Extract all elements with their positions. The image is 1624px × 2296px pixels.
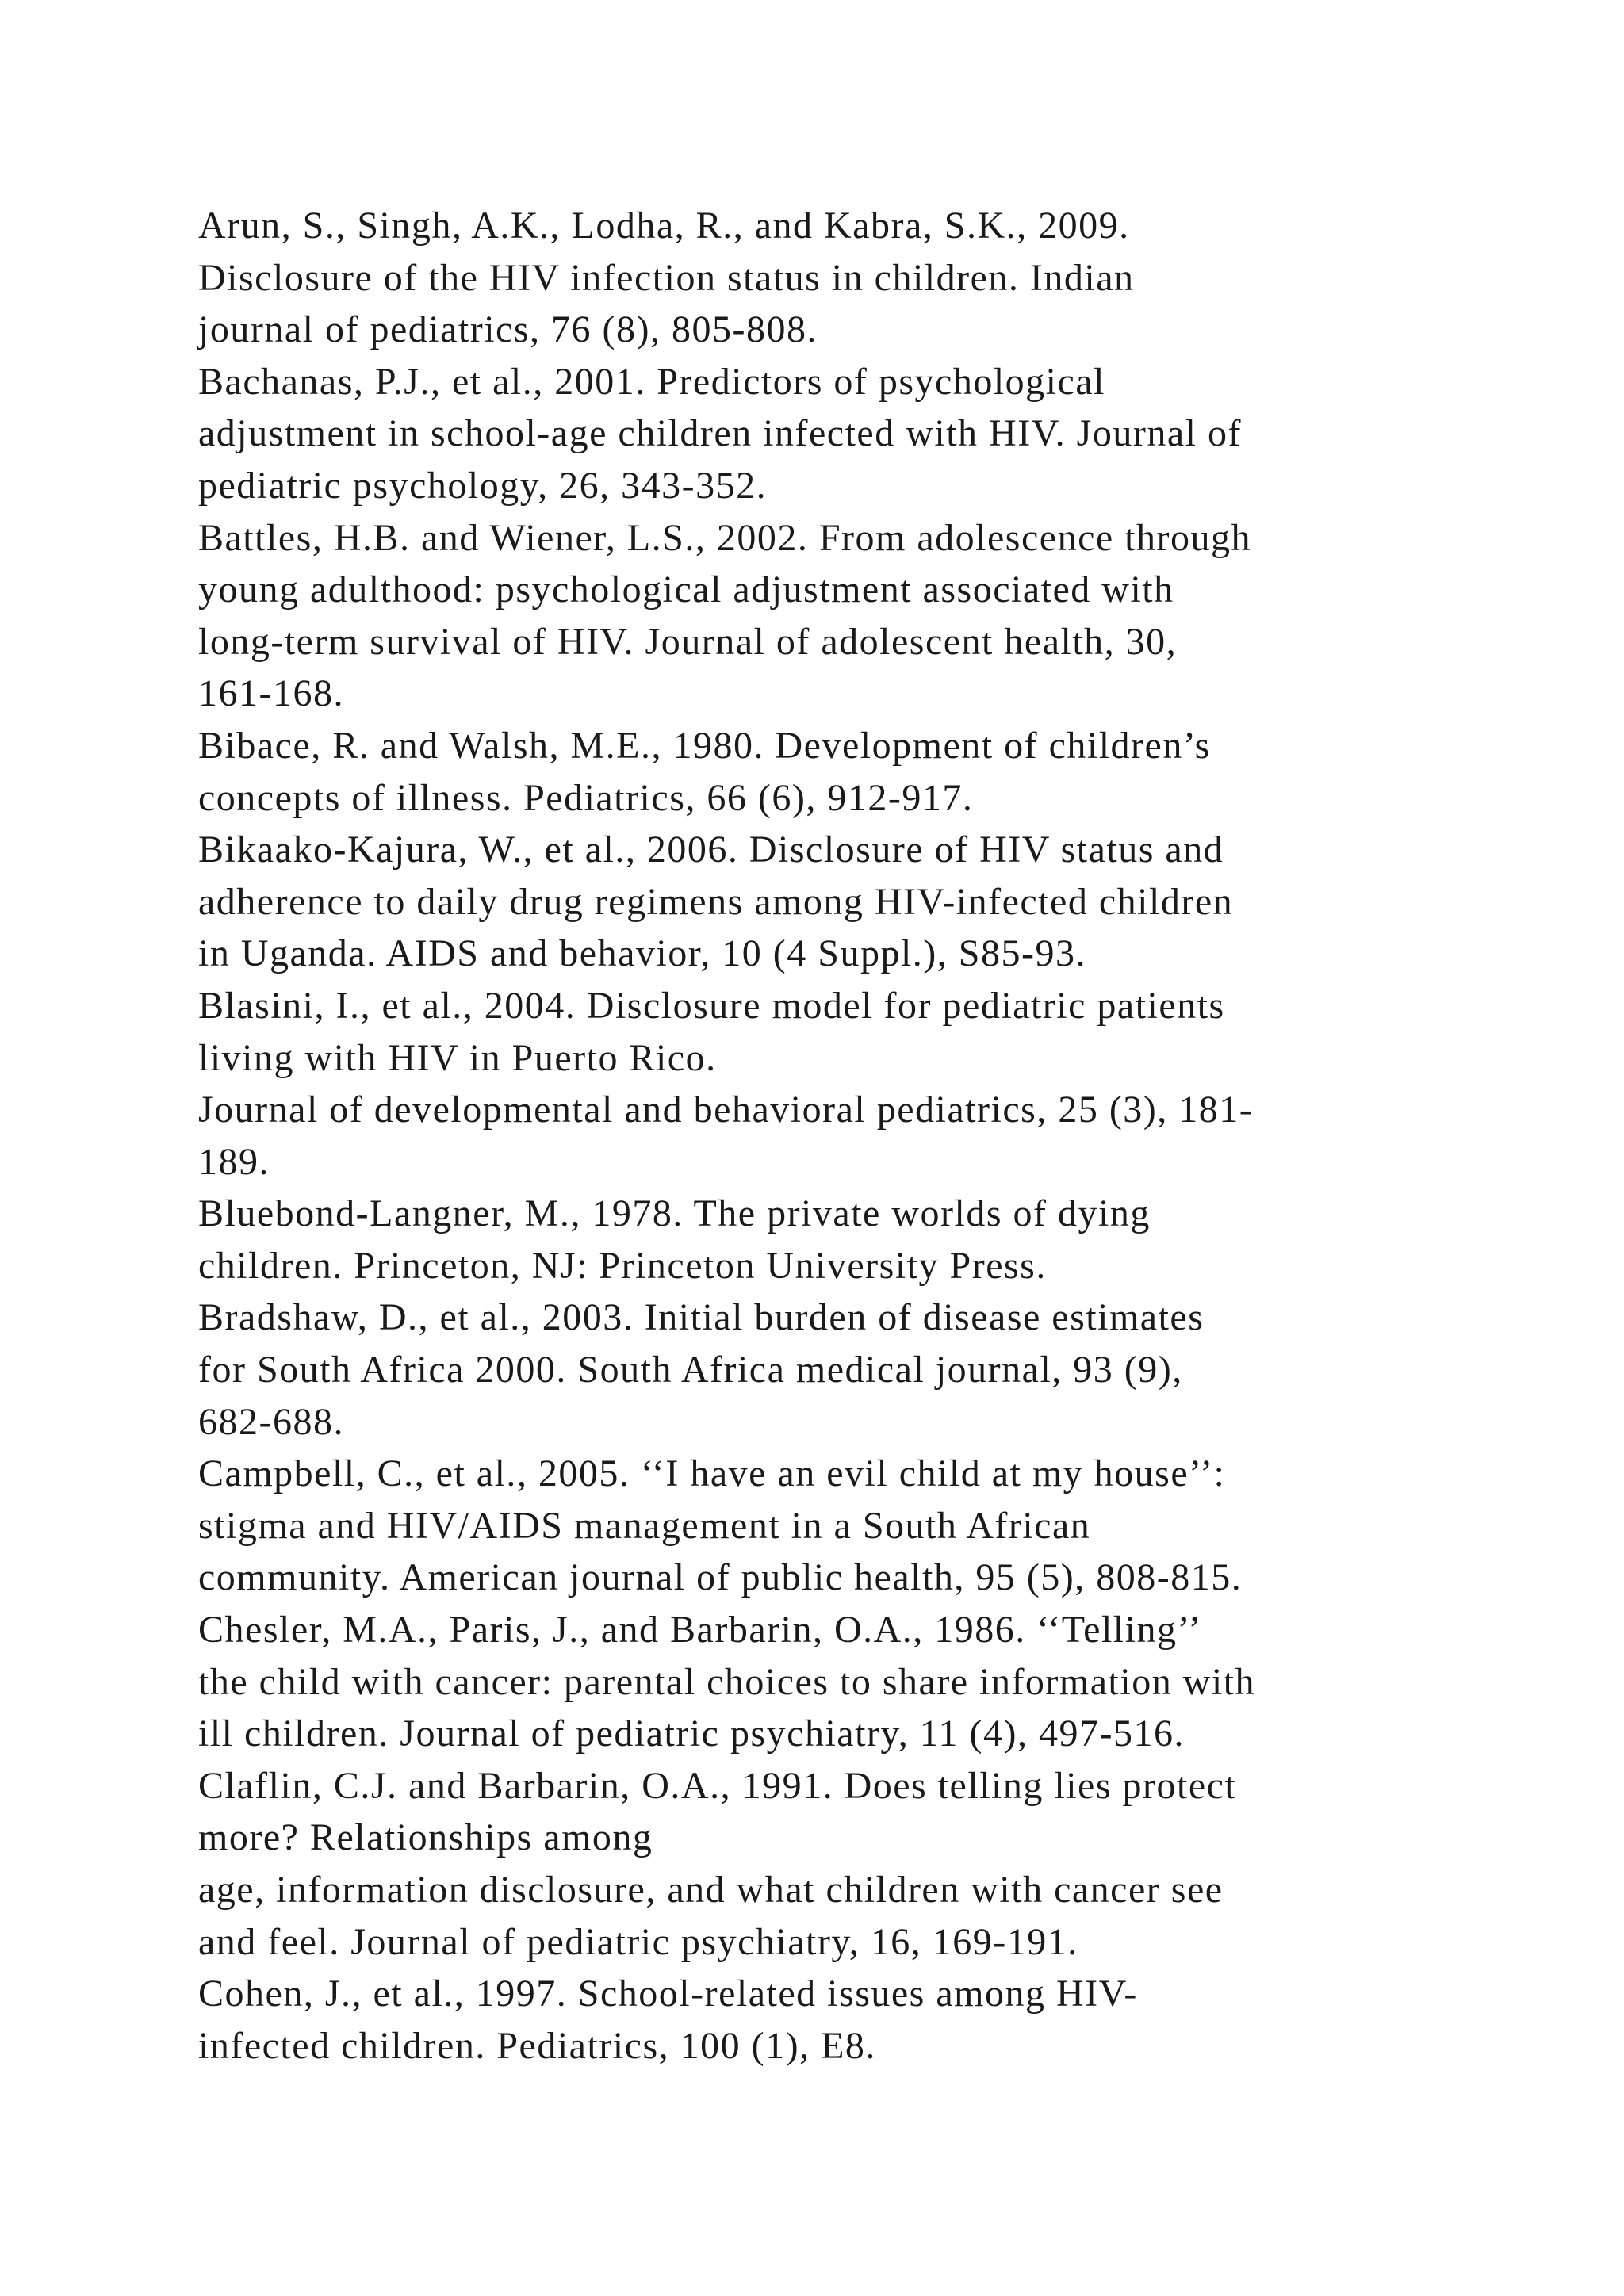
reference-line: Campbell, C., et al., 2005. ‘‘I have an evil child at my house’’: bbox=[198, 1452, 1226, 1495]
reference-line: young adulthood: psychological adjustment associated with bbox=[198, 568, 1174, 611]
reference-line: Journal of developmental and behavioral pediatrics, 25 (3), 181- bbox=[198, 1089, 1254, 1131]
reference-line: more? Relationships among bbox=[198, 1816, 653, 1859]
reference-line: and feel. Journal of pediatric psychiatry, 16, 169-191. bbox=[198, 1920, 1078, 1963]
reference-line: Cohen, J., et al., 1997. School-related issues among HIV- bbox=[198, 1973, 1138, 2015]
reference-line: Bachanas, P.J., et al., 2001. Predictors of psychological bbox=[198, 360, 1105, 403]
reference-line: Arun, S., Singh, A.K., Lodha, R., and Kabra, S.K., 2009. bbox=[198, 205, 1130, 247]
reference-line: living with HIV in Puerto Rico. bbox=[198, 1036, 717, 1079]
reference-line: age, information disclosure, and what children with cancer see bbox=[198, 1869, 1224, 1911]
reference-line: concepts of illness. Pediatrics, 66 (6), 912-917. bbox=[198, 776, 974, 819]
reference-line: Bradshaw, D., et al., 2003. Initial burden of disease estimates bbox=[198, 1296, 1205, 1339]
reference-line: 682-688. bbox=[198, 1400, 344, 1443]
reference-line: in Uganda. AIDS and behavior, 10 (4 Suppl.), S85-93. bbox=[198, 932, 1086, 975]
reference-line: Bibace, R. and Walsh, M.E., 1980. Development of children’s bbox=[198, 724, 1211, 767]
reference-line: adherence to daily drug regimens among HIV-infected children bbox=[198, 880, 1234, 923]
reference-line: journal of pediatrics, 76 (8), 805-808. bbox=[198, 308, 818, 351]
reference-line: stigma and HIV/AIDS management in a South African bbox=[198, 1504, 1091, 1547]
reference-line: the child with cancer: parental choices to share information with bbox=[198, 1660, 1256, 1703]
reference-line: infected children. Pediatrics, 100 (1), E8. bbox=[198, 2024, 876, 2067]
reference-line: community. American journal of public health, 95 (5), 808-815. bbox=[198, 1556, 1243, 1599]
reference-line: children. Princeton, NJ: Princeton University Press. bbox=[198, 1244, 1047, 1287]
reference-line: pediatric psychology, 26, 343-352. bbox=[198, 464, 768, 507]
reference-line: ill children. Journal of pediatric psychiatry, 11 (4), 497-516. bbox=[198, 1712, 1185, 1755]
reference-line: 161-168. bbox=[198, 672, 344, 715]
reference-line: Claflin, C.J. and Barbarin, O.A., 1991. Does telling lies protect bbox=[198, 1764, 1237, 1807]
reference-line: Battles, H.B. and Wiener, L.S., 2002. From adolescence through bbox=[198, 516, 1252, 559]
reference-line: Disclosure of the HIV infection status in children. Indian bbox=[198, 256, 1135, 299]
reference-line: long-term survival of HIV. Journal of adolescent health, 30, bbox=[198, 620, 1178, 663]
reference-line: Bikaako-Kajura, W., et al., 2006. Disclosure of HIV status and bbox=[198, 828, 1224, 871]
reference-list bbox=[198, 200, 1546, 2072]
reference-line: for South Africa 2000. South Africa medical journal, 93 (9), bbox=[198, 1349, 1183, 1391]
reference-line: Blasini, I., et al., 2004. Disclosure model for pediatric patients bbox=[198, 984, 1225, 1027]
reference-line: Bluebond-Langner, M., 1978. The private worlds of dying bbox=[198, 1192, 1151, 1235]
reference-line: adjustment in school-age children infected with HIV. Journal of bbox=[198, 412, 1242, 455]
reference-line: 189. bbox=[198, 1140, 270, 1183]
reference-line: Chesler, M.A., Paris, J., and Barbarin, O.A., 1986. ‘‘Telling’’ bbox=[198, 1609, 1202, 1651]
